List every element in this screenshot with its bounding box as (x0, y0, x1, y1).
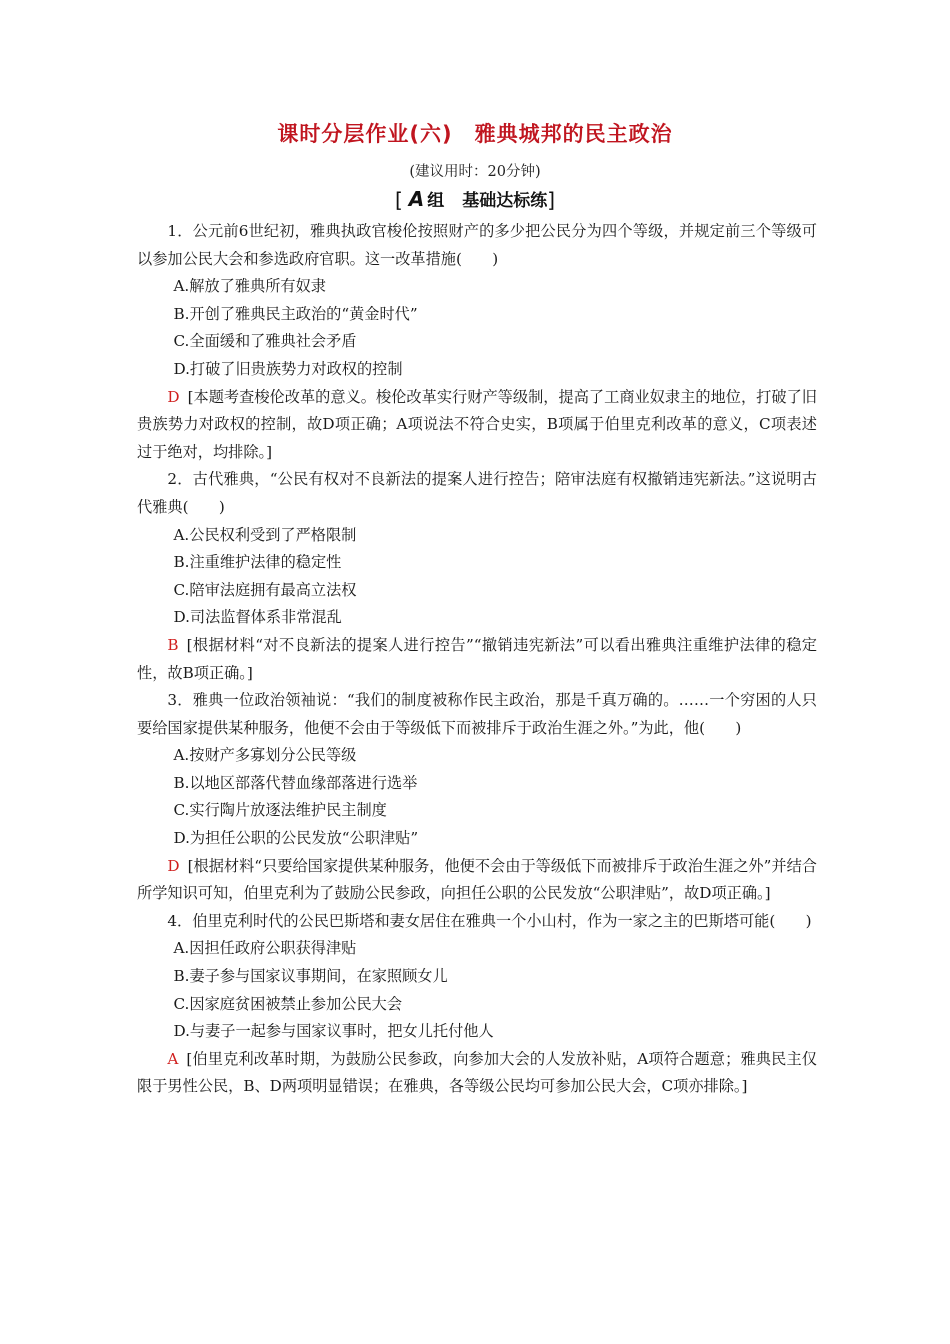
option-d: D.打破了旧贵族势力对政权的控制 (173, 359, 403, 378)
explanation-text: [根据材料“对不良新法的提案人进行控告”“撤销违宪新法”可以看出雅典注重维护法律的稳定性，故B项正确。] (137, 635, 817, 682)
bracket-right: ] (547, 188, 556, 212)
question-stem: 3．雅典一位政治领袖说：“我们的制度被称作民主政治，那是千真万确的。……一个穷困的人只要给国家提供某种服务，他便不会由于等级低下而被排斥于政治生涯之外。”为此，他( ) (137, 691, 817, 737)
option-a: A.因担任政府公职获得津贴 (173, 939, 357, 958)
answer-letter: B (167, 635, 179, 654)
question-list (137, 218, 817, 1101)
explanation-text: [本题考查梭伦改革的意义。梭伦改革实行财产等级制，提高了工商业奴隶主的地位，打破了旧贵族势力对政权的控制，故D项正确；A项说法不符合史实，B项属于伯里克利改革的意义，C项表述过于绝对，均排除。] (137, 387, 817, 461)
option-c: C.全面缓和了雅典社会矛盾 (173, 332, 357, 351)
option-b: B.以地区部落代替血缘部落进行选举 (173, 773, 418, 792)
option-a: A.公民权利受到了严格限制 (173, 525, 357, 544)
option-c: C.实行陶片放逐法维护民主制度 (173, 801, 387, 820)
option-b: B.开创了雅典民主政治的“黄金时代” (173, 304, 418, 323)
option-b: B.妻子参与国家议事期间，在家照顾女儿 (173, 967, 448, 986)
group-letter: A (408, 187, 425, 211)
option-d: D.司法监督体系非常混乱 (173, 608, 342, 627)
option-a: A.按财产多寡划分公民等级 (173, 746, 357, 765)
question-stem: 2．古代雅典，“公民有权对不良新法的提案人进行控告；陪审法庭有权撤销违宪新法。”这说明古代雅典( ) (137, 470, 817, 516)
answer-explanation (137, 632, 817, 687)
option-a: A.解放了雅典所有奴隶 (173, 277, 326, 296)
option-c: C.陪审法庭拥有最高立法权 (173, 580, 357, 599)
answer-letter: D (167, 387, 180, 406)
question-1 (137, 218, 817, 466)
question-2 (137, 466, 817, 687)
explanation-text: [根据材料“只要给国家提供某种服务，他便不会由于等级低下而被排斥于政治生涯之外”并结合所学知识可知，伯里克利为了鼓励公民参政，向担任公职的公民发放“公职津贴”，故D项正确。] (137, 856, 817, 903)
question-stem: 4．伯里克利时代的公民巴斯塔和妻女居住在雅典一个小山村，作为一家之主的巴斯塔可能( ) (167, 911, 812, 930)
group-label: 组 (427, 191, 445, 211)
answer-explanation (137, 384, 817, 467)
option-d: D.为担任公职的公民发放“公职津贴” (173, 829, 419, 848)
explanation-text: [伯里克利改革时期，为鼓励公民参政，向参加大会的人发放补贴，A项符合题意；雅典民主仅限于男性公民，B、D两项明显错误；在雅典，各等级公民均可参加公民大会，C项亦排除。] (137, 1049, 817, 1096)
question-3 (137, 687, 817, 908)
suggested-time: (建议用时：20分钟) (409, 164, 541, 180)
option-b: B.注重维护法律的稳定性 (173, 553, 342, 572)
question-stem: 1．公元前6世纪初，雅典执政官梭伦按照财产的多少把公民分为四个等级，并规定前三个等级可以参加公民大会和参选政府官职。这一改革措施( ) (137, 222, 817, 268)
answer-letter: D (167, 856, 180, 875)
group-header (0, 186, 950, 212)
option-d: D.与妻子一起参与国家议事时，把女儿托付他人 (173, 1022, 494, 1041)
option-c: C.因家庭贫困被禁止参加公民大会 (173, 994, 403, 1013)
answer-explanation (137, 1046, 817, 1101)
bracket-left: [ (394, 188, 403, 212)
group-name: 基础达标练 (462, 191, 548, 211)
answer-explanation (137, 853, 817, 908)
answer-letter: A (167, 1049, 179, 1068)
page-title: 课时分层作业(六) 雅典城邦的民主政治 (277, 122, 673, 146)
question-4 (137, 908, 817, 1101)
